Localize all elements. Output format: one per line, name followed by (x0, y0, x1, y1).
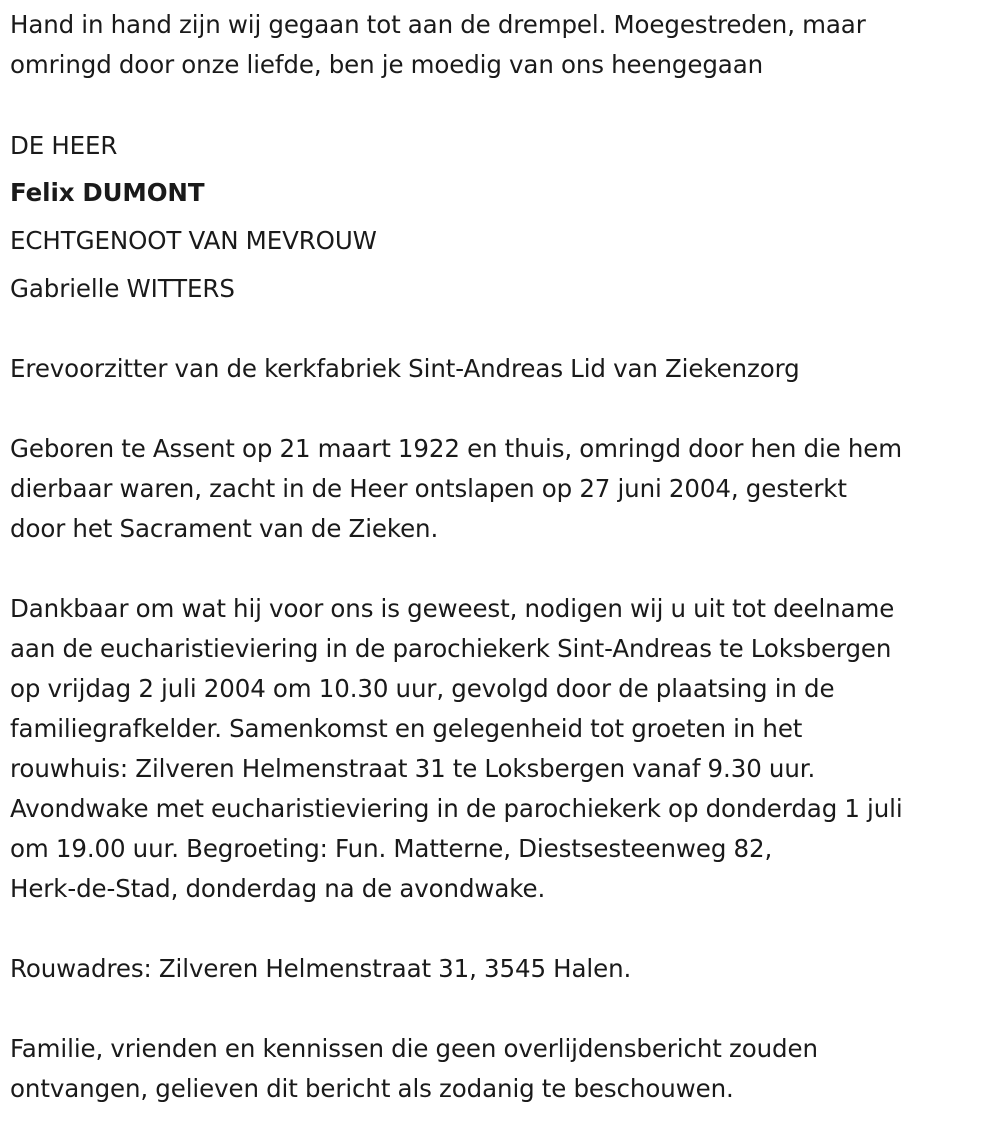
birth-death-line: Geboren te Assent op 21 maart 1922 en thuis, omringd door hen die hem (10, 434, 903, 463)
service-line: rouwhuis: Zilveren Helmenstraat 31 te Loksbergen vanaf 9.30 uur. (10, 754, 816, 783)
honorific-title: DE HEER (10, 131, 118, 160)
service-line: Avondwake met eucharistieviering in de parochiekerk op donderdag 1 juli (10, 794, 903, 823)
birth-death-line: dierbaar waren, zacht in de Heer ontslapen op 27 juni 2004, gesterkt (10, 474, 847, 503)
deceased-name: Felix DUMONT (10, 178, 205, 207)
service-line: Herk-de-Stad, donderdag na de avondwake. (10, 874, 546, 903)
service-line: op vrijdag 2 juli 2004 om 10.30 uur, gevolgd door de plaatsing in de (10, 674, 835, 703)
roles-line: Erevoorzitter van de kerkfabriek Sint-Andreas Lid van Ziekenzorg (10, 354, 800, 383)
spouse-name: Gabrielle WITTERS (10, 274, 235, 303)
service-line: Dankbaar om wat hij voor ons is geweest, nodigen wij u uit tot deelname (10, 594, 895, 623)
mourning-address-paragraph (10, 949, 995, 989)
service-line: aan de eucharistieviering in de parochiekerk Sint-Andreas te Loksbergen (10, 634, 892, 663)
birth-death-line: door het Sacrament van de Zieken. (10, 514, 439, 543)
service-paragraph (10, 589, 995, 909)
roles-paragraph (10, 349, 995, 389)
intro-line: omringd door onze liefde, ben je moedig van ons heengegaan (10, 50, 764, 79)
intro-line: Hand in hand zijn wij gegaan tot aan de drempel. Moegestreden, maar (10, 10, 866, 39)
family-note-line: ontvangen, gelieven dit bericht als zodanig te beschouwen. (10, 1074, 734, 1103)
intro-paragraph (10, 5, 995, 85)
spouse-label: ECHTGENOOT VAN MEVROUW (10, 226, 377, 255)
mourning-address-line: Rouwadres: Zilveren Helmenstraat 31, 3545 Halen. (10, 954, 632, 983)
birth-death-paragraph (10, 429, 995, 549)
service-line: om 19.00 uur. Begroeting: Fun. Matterne, Diestsesteenweg 82, (10, 834, 773, 863)
family-note-line: Familie, vrienden en kennissen die geen overlijdensbericht zouden (10, 1034, 818, 1063)
service-line: familiegrafkelder. Samenkomst en gelegenheid tot groeten in het (10, 714, 803, 743)
family-note-paragraph (10, 1029, 995, 1109)
